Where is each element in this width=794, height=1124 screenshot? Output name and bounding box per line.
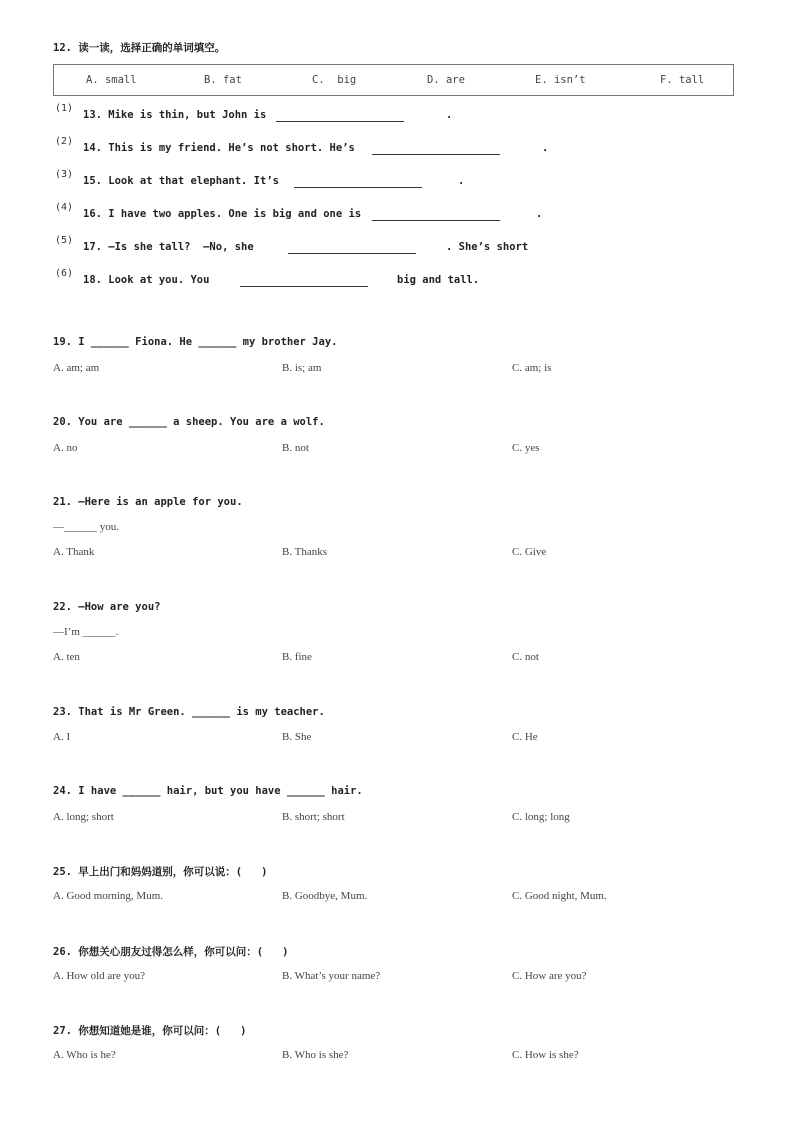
item-text: 13. Mike is thin, but John is: [83, 109, 267, 121]
option-a[interactable]: A. no: [53, 442, 78, 454]
item-tail: big and tall.: [397, 274, 480, 286]
option-b[interactable]: B. She: [282, 731, 312, 743]
question-stem: 20. You are ______ a sheep. You are a wolf.: [53, 416, 325, 428]
question-subline: —I’m ______.: [53, 626, 119, 638]
item-text: 14. This is my friend. He’s not short. He’s: [83, 142, 355, 154]
word-bank-option: D. are: [427, 74, 465, 86]
option-c[interactable]: C. yes: [512, 442, 540, 454]
word-bank-option: B. fat: [204, 74, 242, 86]
q12-title: 12. 读一读，选择正确的单词填空。: [53, 42, 226, 54]
question-subline: —______ you.: [53, 521, 119, 533]
item-tail: .: [446, 109, 453, 121]
word-bank-option: A. small: [86, 74, 137, 86]
option-a[interactable]: A. am; am: [53, 362, 100, 374]
item-number: (4): [55, 202, 74, 213]
option-a[interactable]: A. I: [53, 731, 71, 743]
option-b[interactable]: B. Thanks: [282, 546, 328, 558]
option-c[interactable]: C. long; long: [512, 811, 570, 823]
item-text: 18. Look at you. You: [83, 274, 210, 286]
item-number: (5): [55, 235, 74, 246]
item-tail: .: [542, 142, 549, 154]
item-number: (2): [55, 136, 74, 147]
option-a[interactable]: A. Thank: [53, 546, 95, 558]
option-b[interactable]: B. What’s your name?: [282, 970, 381, 982]
option-b[interactable]: B. fine: [282, 651, 312, 663]
word-bank-box: [53, 64, 734, 96]
option-c[interactable]: C. How is she?: [512, 1049, 579, 1061]
item-text: 16. I have two apples. One is big and one is: [83, 208, 362, 220]
answer-blank[interactable]: [372, 154, 500, 155]
option-c[interactable]: C. not: [512, 651, 539, 663]
option-b[interactable]: B. Who is she?: [282, 1049, 349, 1061]
question-stem: 23. That is Mr Green. ______ is my teacher.: [53, 706, 325, 718]
option-c[interactable]: C. am; is: [512, 362, 552, 374]
option-b[interactable]: B. Goodbye, Mum.: [282, 890, 368, 902]
question-stem: 27. 你想知道她是谁，你可以问：( ): [53, 1025, 247, 1037]
item-number: (6): [55, 268, 74, 279]
answer-blank[interactable]: [288, 253, 416, 254]
item-tail: .: [536, 208, 543, 220]
option-c[interactable]: C. Good night, Mum.: [512, 890, 607, 902]
question-stem: 22. —How are you?: [53, 601, 161, 613]
item-tail: .: [458, 175, 465, 187]
word-bank-option: E. isn’t: [535, 74, 586, 86]
option-b[interactable]: B. short; short: [282, 811, 345, 823]
answer-blank[interactable]: [276, 121, 404, 122]
option-c[interactable]: C. Give: [512, 546, 547, 558]
option-c[interactable]: C. How are you?: [512, 970, 587, 982]
question-stem: 24. I have ______ hair, but you have ______ hair.: [53, 785, 363, 797]
word-bank-option: C. big: [312, 74, 357, 86]
item-text: 15. Look at that elephant. It’s: [83, 175, 279, 187]
item-number: (1): [55, 103, 74, 114]
answer-blank[interactable]: [240, 286, 368, 287]
question-stem: 21. —Here is an apple for you.: [53, 496, 243, 508]
option-a[interactable]: A. How old are you?: [53, 970, 145, 982]
item-number: (3): [55, 169, 74, 180]
option-a[interactable]: A. long; short: [53, 811, 114, 823]
answer-blank[interactable]: [372, 220, 500, 221]
option-c[interactable]: C. He: [512, 731, 538, 743]
item-text: 17. —Is she tall? —No, she: [83, 241, 254, 253]
word-bank-option: F. tall: [660, 74, 705, 86]
question-stem: 25. 早上出门和妈妈道别，你可以说：( ): [53, 866, 268, 878]
item-tail: . She’s short: [446, 241, 529, 253]
option-a[interactable]: A. Good morning, Mum.: [53, 890, 163, 902]
question-stem: 26. 你想关心朋友过得怎么样，你可以问：( ): [53, 946, 289, 958]
question-stem: 19. I ______ Fiona. He ______ my brother Jay.: [53, 336, 338, 348]
option-a[interactable]: A. Who is he?: [53, 1049, 116, 1061]
option-b[interactable]: B. not: [282, 442, 309, 454]
option-b[interactable]: B. is; am: [282, 362, 322, 374]
option-a[interactable]: A. ten: [53, 651, 80, 663]
answer-blank[interactable]: [294, 187, 422, 188]
